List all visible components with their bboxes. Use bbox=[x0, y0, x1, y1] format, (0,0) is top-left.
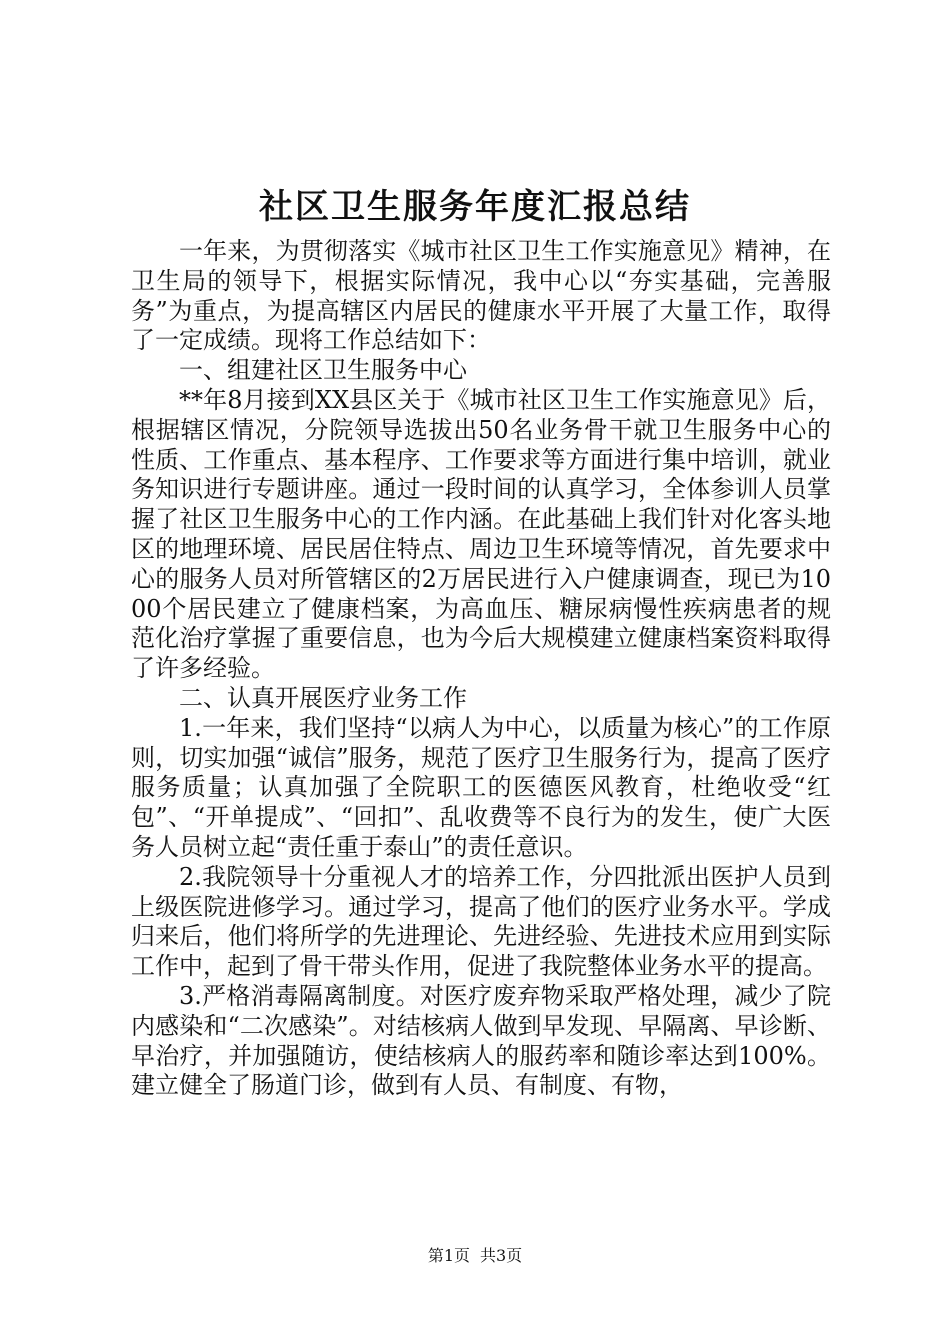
body-paragraph: 2.我院领导十分重视人才的培养工作，分四批派出医护人员到上级医院进修学习。通过学习，提高了他们的医疗业务水平。学成归来后，他们将所学的先进理论、先进经验、先进技术应用到实际工作中，起到了骨干带头作用，促进了我院整体业务水平的提高。 bbox=[131, 862, 831, 981]
intro-paragraph: 一年来，为贯彻落实《城市社区卫生工作实施意见》精神，在卫生局的领导下，根据实际情况，我中心以“夯实基础，完善服务”为重点，为提高辖区内居民的健康水平开展了大量工作，取得了一定成绩。现将工作总结如下： bbox=[131, 237, 831, 355]
document-body bbox=[131, 237, 831, 1101]
section-heading-1: 一、组建社区卫生服务中心 bbox=[179, 356, 467, 385]
body-paragraph: **年8月接到XX县区关于《城市社区卫生工作实施意见》后，根据辖区情况，分院领导选拔出50名业务骨干就卫生服务中心的性质、工作重点、基本程序、工作要求等方面进行集中培训，就业务知识进行专题讲座。通过一段时间的认真学习，全体参训人员掌握了社区卫生服务中心的工作内涵。在此基础上我们针对化客头地区的地理环境、居民居住特点、周边卫生环境等情况，首先要求中心的服务人员对所管辖区的2万居民进行入户健康调查，现已为1000个居民建立了健康档案，为高血压、糖尿病慢性疾病患者的规范化治疗掌握了重要信息，也为今后大规模建立健康档案资料取得了许多经验。 bbox=[131, 385, 831, 683]
body-paragraph: 1.一年来，我们坚持“以病人为中心，以质量为核心”的工作原则，切实加强“诚信”服务，规范了医疗卫生服务行为，提高了医疗服务质量；认真加强了全院职工的医德医风教育，杜绝收受“红包”、“开单提成”、“回扣”、乱收费等不良行为的发生，使广大医务人员树立起“责任重于泰山”的责任意识。 bbox=[131, 713, 831, 861]
document-title: 社区卫生服务年度汇报总结 bbox=[259, 187, 691, 227]
section-heading-2: 二、认真开展医疗业务工作 bbox=[179, 683, 467, 712]
body-paragraph: 3.严格消毒隔离制度。对医疗废弃物采取严格处理，减少了院内感染和“二次感染”。对结核病人做到早发现、早隔离、早诊断、早治疗，并加强随访，使结核病人的服药率和随诊率达到100%。建立健全了肠道门诊，做到有人员、有制度、有物， bbox=[131, 981, 831, 1100]
page-total: 共3页 bbox=[480, 1246, 523, 1265]
page-number: 第1页 bbox=[427, 1246, 470, 1265]
page-footer bbox=[0, 1245, 950, 1267]
